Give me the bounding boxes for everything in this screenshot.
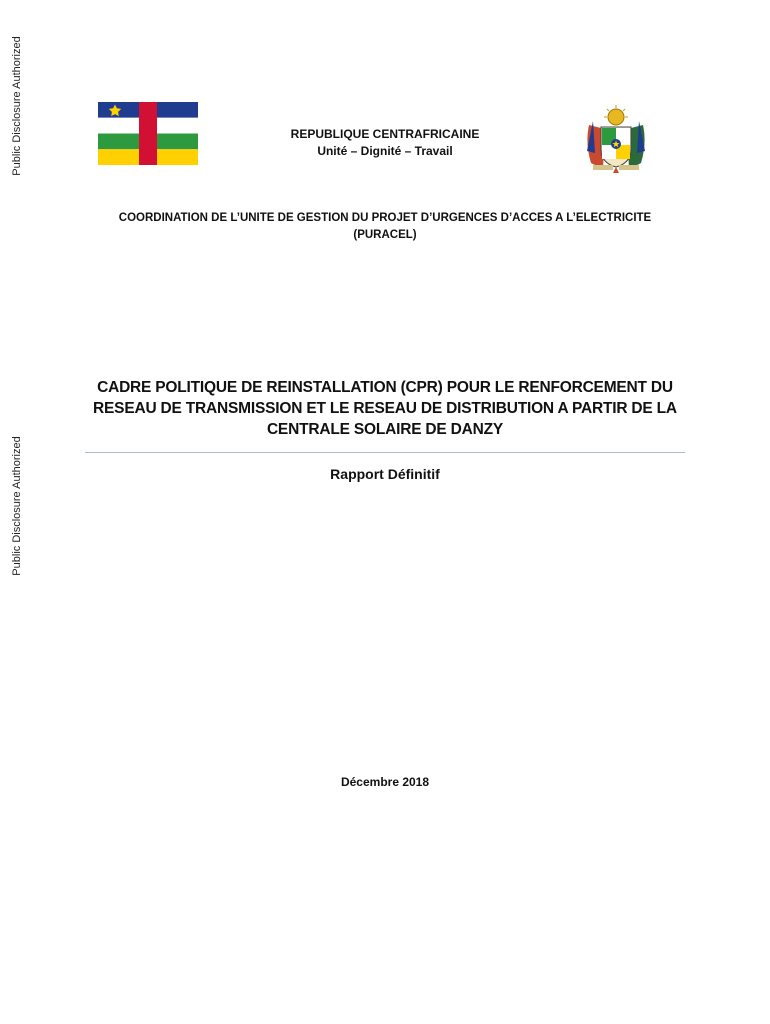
document-title-line-3: CENTRALE SOLAIRE DE DANZY — [266, 421, 504, 438]
header-block — [200, 126, 570, 160]
public-disclosure-label-top: Public Disclosure Authorized — [11, 36, 23, 176]
emblem-scroll-right — [619, 165, 639, 170]
document-title-line-2: RESEAU DE TRANSMISSION ET LE RESEAU DE DISTRIBUTION A PARTIR DE LA — [93, 400, 677, 417]
coordination-line-2: (PURACEL) — [353, 229, 417, 241]
public-disclosure-label-middle: Public Disclosure Authorized — [11, 436, 23, 576]
flag-red-band — [139, 102, 157, 165]
national-motto: Unité – Dignité – Travail — [317, 144, 453, 158]
coat-of-arms-emblem — [583, 103, 649, 175]
document-title-line-1: CADRE POLITIQUE DE REINSTALLATION (CPR) POUR LE RENFORCEMENT DU — [97, 379, 673, 396]
report-type: Rapport Définitif — [330, 466, 440, 482]
title-divider — [85, 452, 685, 453]
country-name: REPUBLIQUE CENTRAFRICAINE — [290, 127, 480, 141]
emblem-medal — [613, 167, 619, 173]
emblem-scroll-left — [593, 165, 613, 170]
document-date: Décembre 2018 — [340, 775, 430, 789]
coordination-line-1: COORDINATION DE L’UNITE DE GESTION DU PROJET D’URGENCES D’ACCES A L’ELECTRICITE — [118, 212, 652, 224]
emblem-sun — [608, 109, 624, 125]
car-flag-image — [98, 102, 198, 165]
coordination-block — [90, 210, 680, 244]
document-title — [80, 377, 690, 440]
